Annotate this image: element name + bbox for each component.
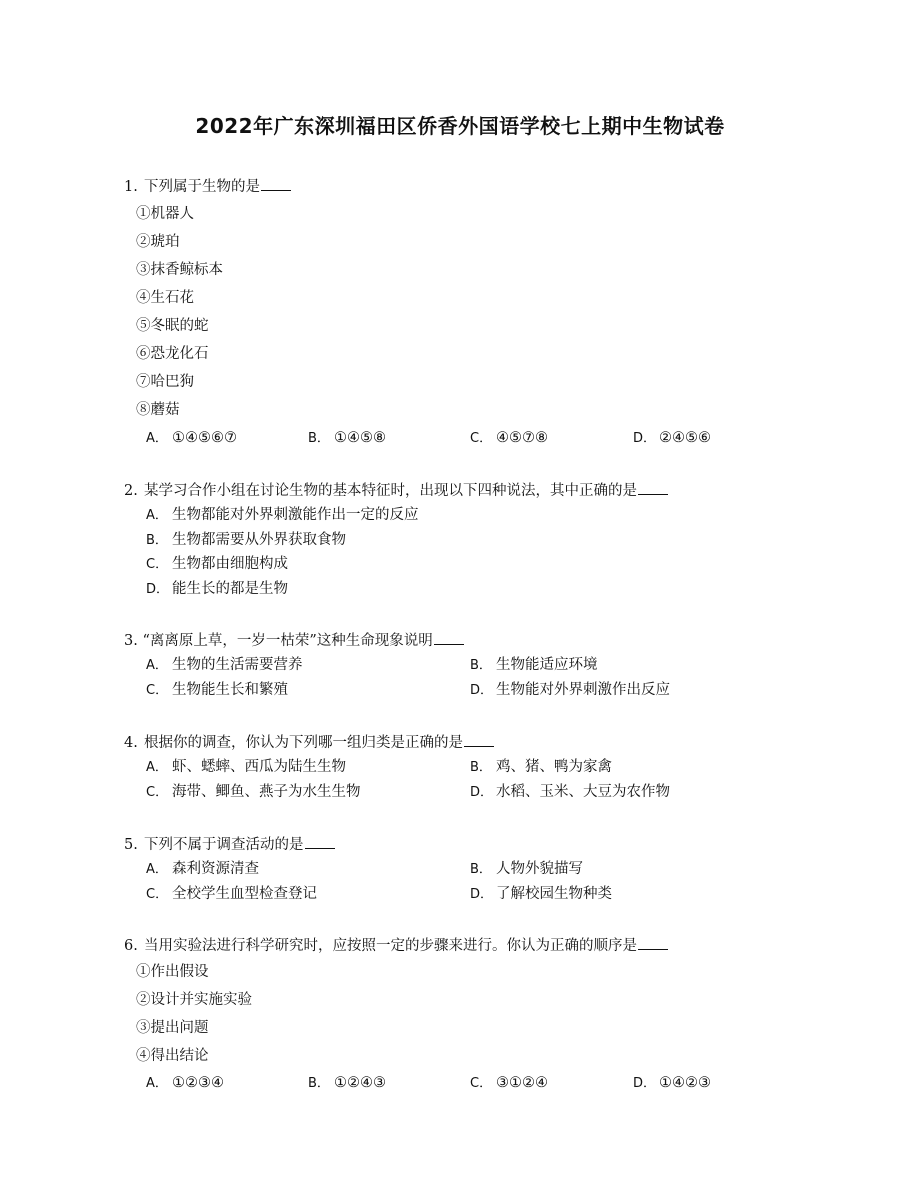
page-title: 2022年广东深圳福田区侨香外国语学校七上期中生物试卷	[195, 114, 725, 138]
list-item: ④生石花	[136, 290, 194, 306]
option-d[interactable]: D． 生物能对外界刺激作出反应	[470, 682, 670, 698]
question-number: 5.	[124, 837, 138, 853]
option-c[interactable]: C． ③①②④	[470, 1075, 548, 1091]
answer-blank	[305, 834, 335, 849]
option-c[interactable]: C． 全校学生血型检查登记	[146, 886, 317, 902]
option-b[interactable]: B． 鸡、猪、鸭为家禽	[470, 759, 612, 775]
list-item: ⑤冬眠的蛇	[136, 318, 209, 334]
option-b[interactable]: B． 生物都需要从外界获取食物	[146, 532, 346, 548]
option-b[interactable]: B． 生物能适应环境	[470, 657, 598, 673]
answer-blank	[261, 176, 291, 191]
option-b[interactable]: B． ①②④③	[308, 1075, 386, 1091]
question-5	[124, 834, 824, 855]
question-stem: “离离原上草，一岁一枯荣”这种生命现象说明	[142, 633, 433, 649]
list-item: ⑧蘑菇	[136, 402, 180, 418]
option-b[interactable]: B． 人物外貌描写	[470, 861, 583, 877]
option-c[interactable]: C． 生物都由细胞构成	[146, 556, 288, 572]
question-6	[124, 935, 824, 956]
list-item: ①作出假设	[136, 964, 209, 980]
option-a[interactable]: A． ①②③④	[146, 1075, 224, 1091]
question-2	[124, 480, 824, 501]
question-number: 6.	[124, 938, 138, 954]
option-d[interactable]: D． ②④⑤⑥	[633, 430, 711, 446]
option-c[interactable]: C． 生物能生长和繁殖	[146, 682, 288, 698]
option-d[interactable]: D． 能生长的都是生物	[146, 581, 288, 597]
option-d[interactable]: D． ①④②③	[633, 1075, 711, 1091]
question-4	[124, 732, 824, 753]
option-a[interactable]: A． ①④⑤⑥⑦	[146, 430, 237, 446]
question-3	[124, 630, 824, 651]
option-c[interactable]: C． 海带、鲫鱼、燕子为水生生物	[146, 784, 361, 800]
option-a[interactable]: A． 生物的生活需要营养	[146, 657, 303, 673]
list-item: ②设计并实施实验	[136, 992, 252, 1008]
question-number: 3.	[124, 633, 138, 649]
option-d[interactable]: D． 了解校园生物种类	[470, 886, 612, 902]
option-a[interactable]: A． 虾、蟋蟀、西瓜为陆生生物	[146, 759, 346, 775]
option-a[interactable]: A． 生物都能对外界刺激能作出一定的反应	[146, 507, 419, 523]
list-item: ②琥珀	[136, 234, 180, 250]
list-item: ③抹香鲸标本	[136, 262, 223, 278]
question-stem: 下列属于生物的是	[144, 179, 260, 195]
option-a[interactable]: A． 森利资源清查	[146, 861, 259, 877]
question-number: 2.	[124, 483, 138, 499]
question-stem: 根据你的调查，你认为下列哪一组归类是正确的是	[144, 735, 463, 751]
question-stem: 下列不属于调查活动的是	[144, 837, 304, 853]
question-1	[124, 176, 824, 197]
question-number: 1.	[124, 179, 138, 195]
answer-blank	[638, 935, 668, 950]
option-b[interactable]: B． ①④⑤⑧	[308, 430, 386, 446]
list-item: ⑥恐龙化石	[136, 346, 209, 362]
answer-blank	[464, 732, 494, 747]
list-item: ①机器人	[136, 206, 194, 222]
question-stem: 当用实验法进行科学研究时，应按照一定的步骤来进行。你认为正确的顺序是	[144, 938, 637, 954]
question-number: 4.	[124, 735, 138, 751]
question-stem: 某学习合作小组在讨论生物的基本特征时，出现以下四种说法，其中正确的是	[144, 483, 637, 499]
list-item: ③提出问题	[136, 1020, 209, 1036]
option-d[interactable]: D． 水稻、玉米、大豆为农作物	[470, 784, 670, 800]
list-item: ⑦哈巴狗	[136, 374, 194, 390]
option-c[interactable]: C． ④⑤⑦⑧	[470, 430, 548, 446]
answer-blank	[434, 630, 464, 645]
answer-blank	[638, 480, 668, 495]
list-item: ④得出结论	[136, 1048, 209, 1064]
